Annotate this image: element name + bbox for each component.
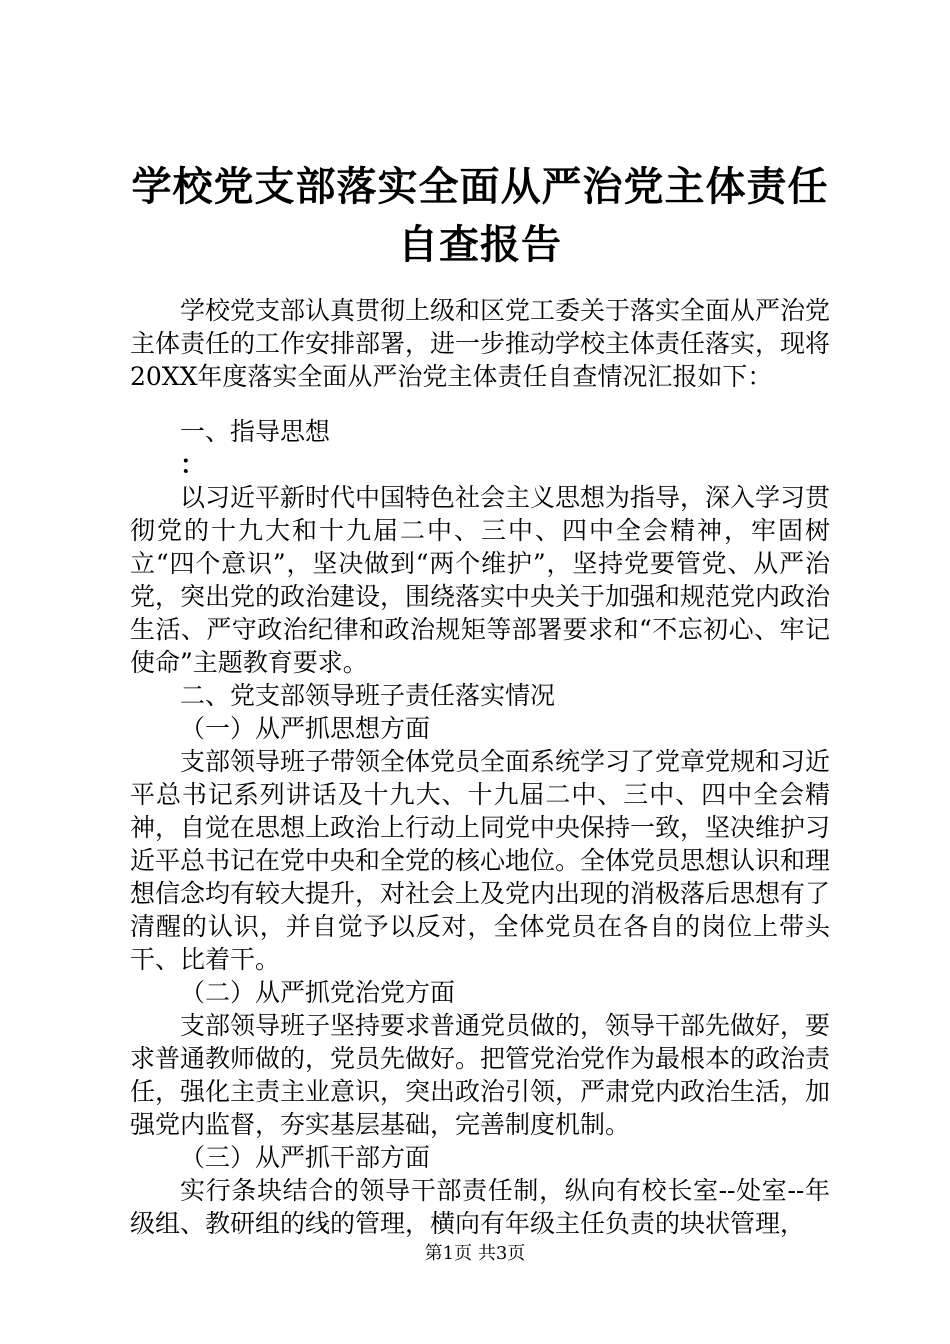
sub2-paragraph: 支部领导班子坚持要求普通党员做的，领导干部先做好，要求普通教师做的，党员先做好。把管党治党作为最根本的政治责任，强化主责主业意识，突出政治引领，严肃党内政治生活，加强党内监督，夯实基层基础，完善制度机制。 xyxy=(130,1011,831,1139)
sub1-paragraph: 支部领导班子带领全体党员全面系统学习了党章党规和习近平总书记系列讲话及十九大、十九届二中、三中、四中全会精神，自觉在思想上政治上行动上同党中央保持一致，坚决维护习近平总书记在党中央和全党的核心地位。全体党员思想认识和理想信念均有较大提升，对社会上及党内出现的消极落后思想有了清醒的认识，并自觉予以反对，全体党员在各自的岗位上带头干、比着干。 xyxy=(130,747,831,974)
document-body xyxy=(130,294,830,1240)
sub3-heading: （三）从严抓干部方面 xyxy=(180,1143,431,1172)
document-title: 学校党支部落实全面从严治党主体责任自查报告 xyxy=(131,163,829,268)
page-number-footer: 第1页 共3页 xyxy=(424,1243,526,1264)
section1-heading: 一、指导思想 xyxy=(180,417,331,446)
sub2-heading: （二）从严抓党治党方面 xyxy=(180,978,456,1007)
intro-paragraph: 学校党支部认真贯彻上级和区党工委关于落实全面从严治党主体责任的工作安排部署，进一步推动学校主体责任落实，现将20XX年度落实全面从严治党主体责任自查情况汇报如下： xyxy=(130,296,831,391)
section2-heading: 二、党支部领导班子责任落实情况 xyxy=(180,681,556,710)
sub1-heading: （一）从严抓思想方面 xyxy=(180,714,431,743)
sub3-paragraph: 实行条块结合的领导干部责任制，纵向有校长室--处室--年级组、教研组的线的管理，横向有年级主任负责的块状管理， xyxy=(130,1176,830,1238)
section1-colon: ： xyxy=(180,450,206,479)
spacer xyxy=(130,393,830,415)
section1-paragraph: 以习近平新时代中国特色社会主义思想为指导，深入学习贯彻党的十九大和十九届二中、三中、四中全会精神，牢固树立“四个意识”，坚决做到“两个维护”，坚持党要管党、从严治党，突出党的政治建设，围绕落实中央关于加强和规范党内政治生活、严守政治纪律和政治规矩等部署要求和“不忘初心、牢记使命”主题教育要求。 xyxy=(130,483,831,677)
